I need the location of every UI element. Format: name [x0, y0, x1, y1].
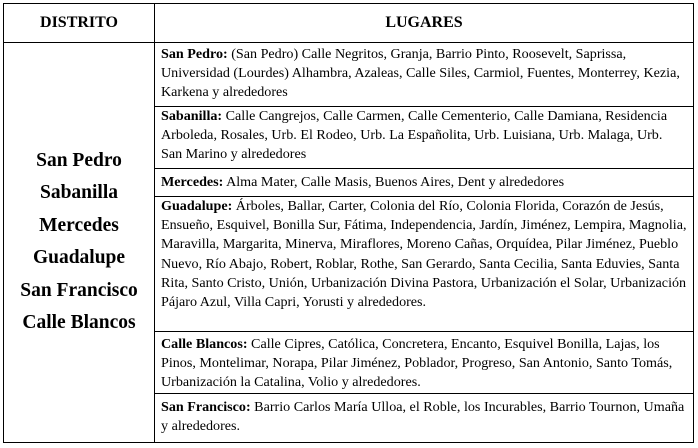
entry-label: San Pedro:: [161, 46, 228, 62]
district-list: [4, 42, 155, 442]
entry-calle-blancos: [155, 334, 693, 393]
entry-text: Alma Mater, Calle Masis, Buenos Aires, Dent y alrededores: [223, 174, 565, 190]
header-distrito: DISTRITO: [4, 4, 155, 42]
entry-text: Árboles, Ballar, Carter, Colonia del Río, Colonia Florida, Corazón de Jesús, Ensueño, Esquivel, Bonilla Sur, Fátima, Independencia, Jardín, Jiménez, Lempira, Magnolia, Maravilla, Margarita, Minerva, Miraflores, Moreno Cañas, Orquídea, Pilar Jiménez, Pueblo Nuevo, Río Abajo, Robert, Roblar, Rothe, San Gerardo, Santa Cecilia, Santa Eduvies, Santa Rita, Santo Cristo, Unión, Urbanización Divina Pastora, Urbanización el Solar, Urbanización Pájaro Azul, Villa Capri, Yorusti y alrededores.: [161, 198, 687, 311]
entry-san-francisco: [155, 397, 693, 436]
entry-text: Calle Cipres, Católica, Concretera, Encanto, Esquivel Bonilla, Lajas, los Pinos, Montelimar, Norapa, Pilar Jiménez, Poblador, Progreso, San Antonio, Santo Tomás, Urbanización la Catalina, Volio y alrededores.: [161, 336, 673, 391]
districts-table: [3, 3, 694, 443]
entry-text: Calle Cangrejos, Calle Carmen, Calle Cementerio, Calle Damiana, Residencia Arboleda, Rosales, Urb. El Rodeo, Urb. La Españolita, Urb. Luisiana, Urb. Malaga, Urb. San Marino y alrededores: [161, 108, 668, 163]
entry-text: (San Pedro) Calle Negritos, Granja, Barrio Pinto, Roosevelt, Saprissa, Universidad (Lourdes) Alhambra, Azaleas, Calle Siles, Carmiol, Fuentes, Monterrey, Kezia, Karkena y alrededores: [161, 46, 680, 101]
places-column: [155, 42, 693, 442]
row-divider: [155, 393, 693, 394]
header-lugares: LUGARES: [385, 14, 463, 31]
district-name: Mercedes: [39, 214, 119, 236]
row-divider: [155, 331, 693, 332]
district-name: Guadalupe: [32, 247, 126, 268]
entry-san-pedro: [155, 44, 693, 103]
entry-label: Guadalupe:: [161, 198, 233, 214]
district-name: San Francisco: [20, 279, 138, 301]
entry-label: Mercedes:: [161, 174, 224, 190]
entry-sabanilla: [155, 106, 693, 165]
entry-label: Sabanilla:: [161, 108, 223, 124]
district-name: San Pedro: [36, 149, 122, 171]
table-header-row: [4, 4, 693, 43]
entry-label: Calle Blancos:: [161, 336, 248, 352]
entry-text: Barrio Carlos María Ulloa, el Roble, los Incurables, Barrio Tournon, Umaña y alrededores.: [161, 399, 685, 435]
entry-mercedes: [155, 172, 693, 192]
district-name: Sabanilla: [39, 182, 119, 203]
district-name: Calle Blancos: [22, 312, 136, 333]
entry-guadalupe: [155, 196, 693, 312]
entry-label: San Francisco:: [161, 399, 251, 415]
row-divider: [155, 168, 693, 169]
